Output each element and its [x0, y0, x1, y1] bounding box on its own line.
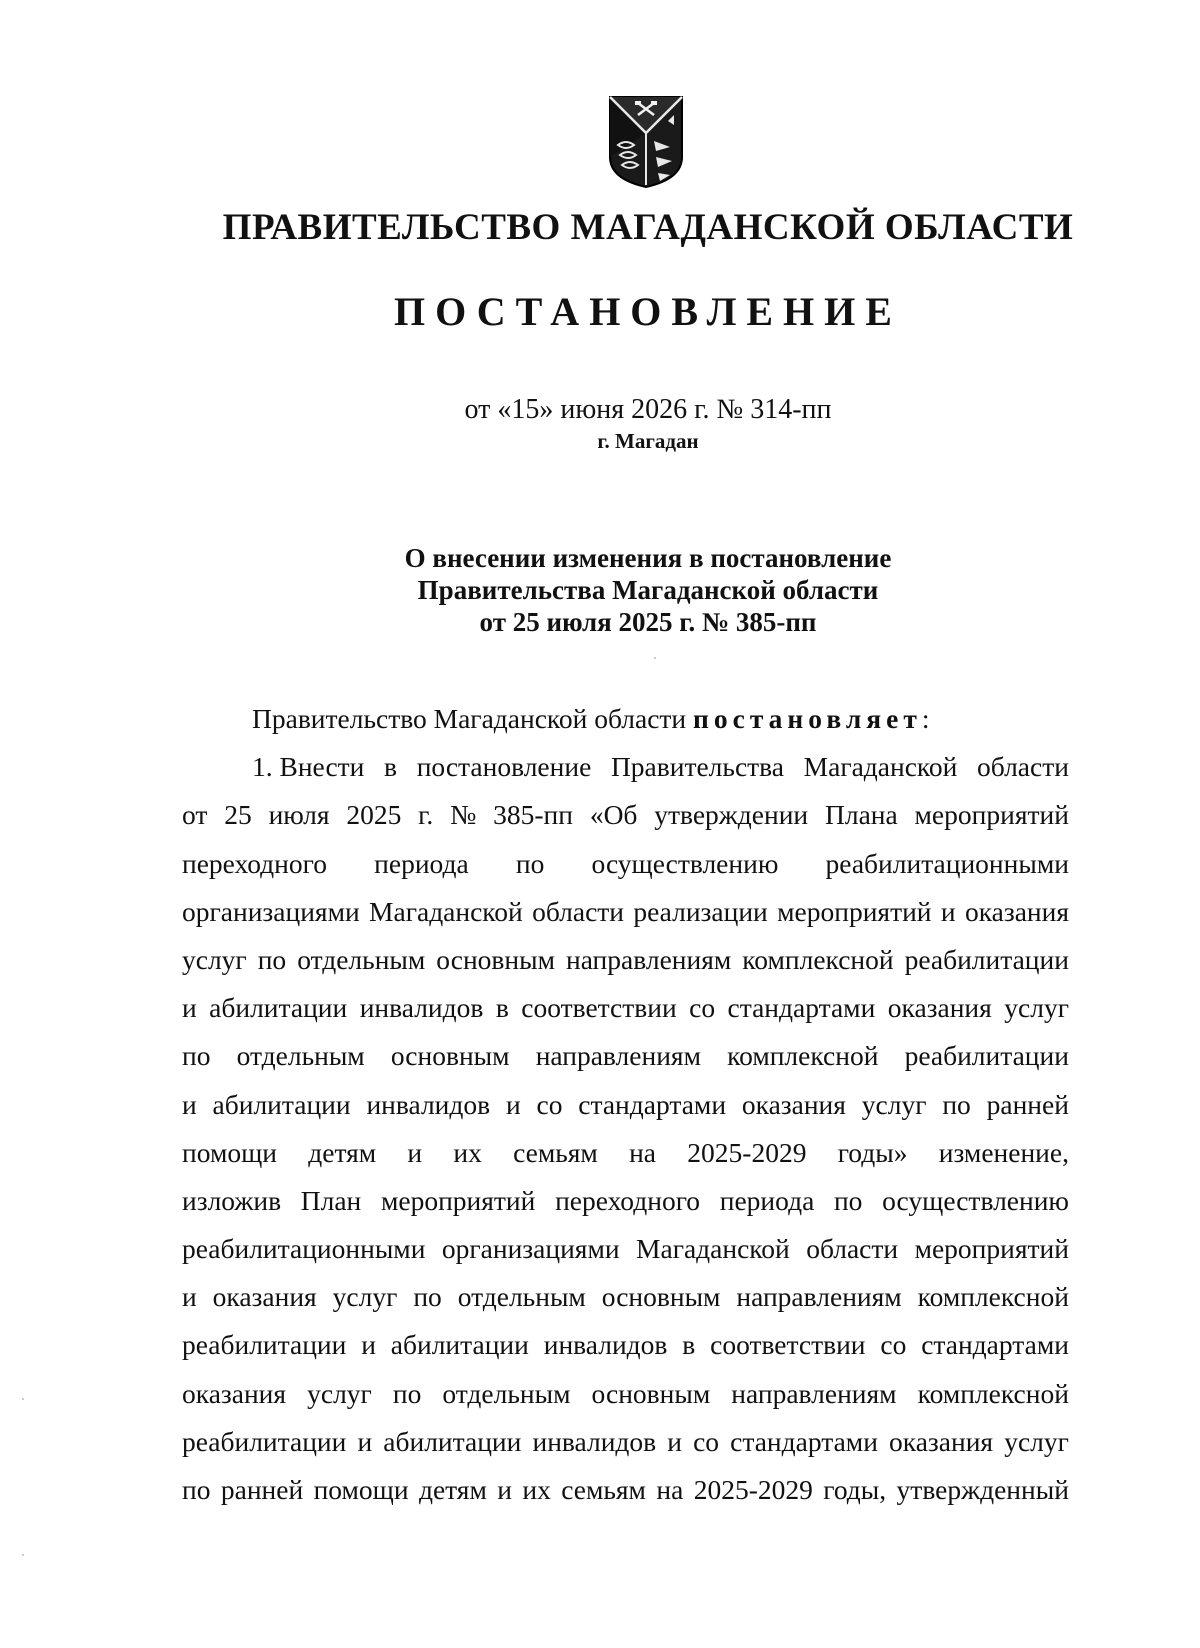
body-word: по: [182, 1474, 211, 1505]
body-word: организациями: [182, 895, 360, 927]
document-city: г. Магадан: [597, 429, 699, 453]
preamble-verb: постановляет: [693, 703, 922, 734]
body-word: годы»: [837, 1136, 908, 1168]
body-word: Плана: [824, 799, 898, 831]
body-word: со: [689, 992, 716, 1024]
body-word: помощи: [182, 1136, 277, 1168]
magadan-coat-of-arms-icon: [608, 95, 684, 189]
body-word: инвалидов: [366, 1088, 491, 1120]
body-word: абилитации: [212, 1088, 351, 1120]
body-word: стандартами: [727, 992, 876, 1024]
body-word: по: [515, 847, 545, 879]
body-word: абилитации: [390, 1329, 529, 1361]
body-word: области: [806, 1233, 899, 1265]
body-word: по: [942, 1088, 971, 1120]
body-word: и: [182, 1088, 197, 1120]
body-word: оказания: [887, 992, 992, 1024]
body-word: и: [407, 1136, 423, 1168]
body-word: на: [629, 1136, 657, 1168]
preamble-colon: :: [921, 703, 930, 734]
body-word: комплексной: [727, 1040, 879, 1072]
body-word: их: [522, 1474, 551, 1505]
body-word: переходного: [555, 1184, 701, 1216]
body-word: и: [667, 1425, 682, 1457]
body-word: отдельным: [442, 1377, 571, 1409]
paragraph-line: [182, 888, 1069, 936]
body-word: периода: [374, 847, 469, 879]
body-word: №: [450, 799, 477, 831]
paragraph-line: [182, 1370, 1069, 1418]
preamble-line: [182, 695, 1069, 743]
body-word: и: [357, 1425, 373, 1457]
body-word: со: [880, 1329, 907, 1361]
body-word: постановление: [416, 751, 592, 783]
body-word: инвалидов: [532, 1425, 657, 1457]
subject-line: О внесении изменения в постановление: [404, 543, 892, 573]
document-date-number: от «15» июня 2026 г. № 314-пп: [464, 394, 832, 425]
body-word: стандартами: [730, 1425, 878, 1457]
body-word: утверждении: [654, 799, 809, 831]
body-word: услуг: [182, 943, 247, 975]
body-word: в: [682, 1329, 696, 1361]
body-word: со: [536, 1088, 563, 1120]
body-word: в: [495, 992, 509, 1024]
body-word: основным: [591, 1377, 711, 1409]
body-word: комплексной: [917, 1281, 1069, 1313]
body-word: на: [656, 1474, 684, 1505]
body-word: детям: [418, 1474, 487, 1505]
body-word: изложив: [182, 1184, 282, 1216]
body-word: Магаданской: [636, 1233, 790, 1265]
body-word: реабилитации: [904, 1040, 1069, 1072]
body-word: реабилитационными: [182, 1233, 426, 1265]
body-word: оказания: [212, 1281, 317, 1313]
body-word: инвалидов: [359, 992, 484, 1024]
body-word: отдельным: [236, 1040, 365, 1072]
body-word: годы,: [823, 1474, 887, 1505]
body-word: г.: [418, 799, 434, 831]
body-word: изменение,: [938, 1136, 1069, 1168]
body-word: услуг: [1004, 1425, 1069, 1457]
body-word: 2025-2029: [687, 1136, 807, 1168]
government-name: ПРАВИТЕЛЬСТВО МАГАДАНСКОЙ ОБЛАСТИ: [222, 207, 1074, 248]
scan-speck: [22, 1554, 24, 1556]
paragraph-line: [182, 1081, 1069, 1129]
body-word: по: [413, 1281, 442, 1313]
body-word: осуществлению: [591, 847, 779, 879]
paragraph-line: [182, 743, 1069, 791]
body-word: и: [182, 992, 197, 1024]
body-word: 2025: [346, 799, 402, 831]
body-word: услуг: [861, 1088, 927, 1120]
body-word: основным: [436, 943, 555, 975]
body-word: от: [182, 799, 208, 831]
body-word: по: [182, 1040, 211, 1072]
body-word: 25: [224, 799, 252, 831]
body-word: инвалидов: [543, 1329, 668, 1361]
paragraph-line: [182, 984, 1069, 1032]
document-subject: [48, 542, 1200, 638]
paragraph-line: [182, 1466, 1069, 1514]
subject-line: Правительства Магаданской области: [417, 575, 879, 605]
body-word: области: [977, 751, 1069, 783]
paragraph-line: [182, 1177, 1069, 1225]
body-word: в: [384, 751, 398, 783]
body-word: мероприятий: [914, 799, 1069, 831]
body-word: абилитации: [209, 992, 348, 1024]
paragraph-line: [182, 936, 1069, 984]
body-word: услуг: [307, 1377, 372, 1409]
body-word: оказания: [889, 1425, 994, 1457]
body-word: Правительства: [610, 751, 784, 783]
paragraph-line: [182, 1225, 1069, 1273]
body-word: по: [833, 1184, 863, 1216]
body-word: утвержденный: [896, 1474, 1069, 1505]
body-word: Магаданской: [369, 895, 523, 927]
body-word: направлениям: [736, 1281, 902, 1313]
paragraph-line: [182, 1129, 1069, 1177]
body-word: План: [300, 1184, 362, 1216]
paragraph-line: [182, 840, 1069, 888]
body-word: мероприятий: [914, 1233, 1069, 1265]
body-word: услуг: [332, 1281, 398, 1313]
preamble-text: Правительство Магаданской области: [252, 703, 687, 734]
body-word: стандартами: [921, 1329, 1069, 1361]
body-word: комплексной: [917, 1377, 1069, 1409]
paragraph-line: [182, 791, 1069, 839]
body-word: по: [392, 1377, 422, 1409]
body-word: мероприятий: [380, 1184, 536, 1216]
body-word: ранней: [220, 1474, 304, 1505]
body-word: Магаданской: [803, 751, 958, 783]
paragraph-line: [182, 1273, 1069, 1321]
body-word: со: [693, 1425, 720, 1457]
scan-speck: [654, 657, 656, 659]
body-word: ранней: [986, 1088, 1069, 1120]
body-word: мероприятий: [777, 895, 932, 927]
body-word: реабилитации: [182, 1425, 347, 1457]
body-word: 1. Внести: [252, 751, 365, 783]
body-word: оказания: [964, 895, 1069, 927]
body-word: помощи: [313, 1474, 409, 1505]
body-word: абилитации: [383, 1425, 522, 1457]
body-word: основным: [601, 1281, 721, 1313]
body-word: комплексной: [742, 943, 894, 975]
body-word: реабилитации: [182, 1329, 347, 1361]
body-word: 2025-2029: [693, 1474, 813, 1505]
body-word: соответствии: [710, 1329, 866, 1361]
paragraph-line: [182, 1032, 1069, 1080]
body-word: отдельным: [297, 943, 426, 975]
body-word: и: [940, 895, 956, 927]
body-word: и: [361, 1329, 376, 1361]
body-word: семьям: [513, 1136, 598, 1168]
body-word: детям: [308, 1136, 377, 1168]
body-word: их: [453, 1136, 482, 1168]
body-word: соответствии: [521, 992, 677, 1024]
paragraph-line: [182, 1321, 1069, 1369]
body-word: осуществлению: [882, 1184, 1069, 1216]
body-word: июля: [268, 799, 330, 831]
body-word: реабилитации: [904, 943, 1069, 975]
document-body: [182, 695, 1069, 1514]
body-word: основным: [390, 1040, 510, 1072]
body-word: оказания: [182, 1377, 287, 1409]
body-word: оказания: [741, 1088, 846, 1120]
body-word: направлениям: [566, 943, 732, 975]
body-word: услуг: [1004, 992, 1069, 1024]
scan-speck: [22, 1398, 24, 1400]
body-word: организациями: [441, 1233, 620, 1265]
body-word: и: [182, 1281, 197, 1313]
body-word: по: [257, 943, 287, 975]
body-word: реализации: [633, 895, 768, 927]
body-word: реабилитационными: [825, 847, 1069, 879]
body-word: переходного: [182, 847, 327, 879]
body-word: «Об: [589, 799, 638, 831]
body-word: направлениям: [731, 1377, 897, 1409]
body-word: и: [505, 1088, 521, 1120]
body-word: направлениям: [535, 1040, 701, 1072]
body-word: 385-пп: [493, 799, 573, 831]
body-word: периода: [719, 1184, 815, 1216]
subject-line: от 25 июля 2025 г. № 385-пп: [479, 607, 817, 637]
body-word: и: [497, 1474, 512, 1505]
body-word: семьям: [561, 1474, 646, 1505]
document-type: ПОСТАНОВЛЕНИЕ: [394, 289, 902, 334]
paragraph-line: [182, 1418, 1069, 1466]
body-word: отдельным: [457, 1281, 586, 1313]
body-word: стандартами: [578, 1088, 727, 1120]
body-word: области: [532, 895, 625, 927]
